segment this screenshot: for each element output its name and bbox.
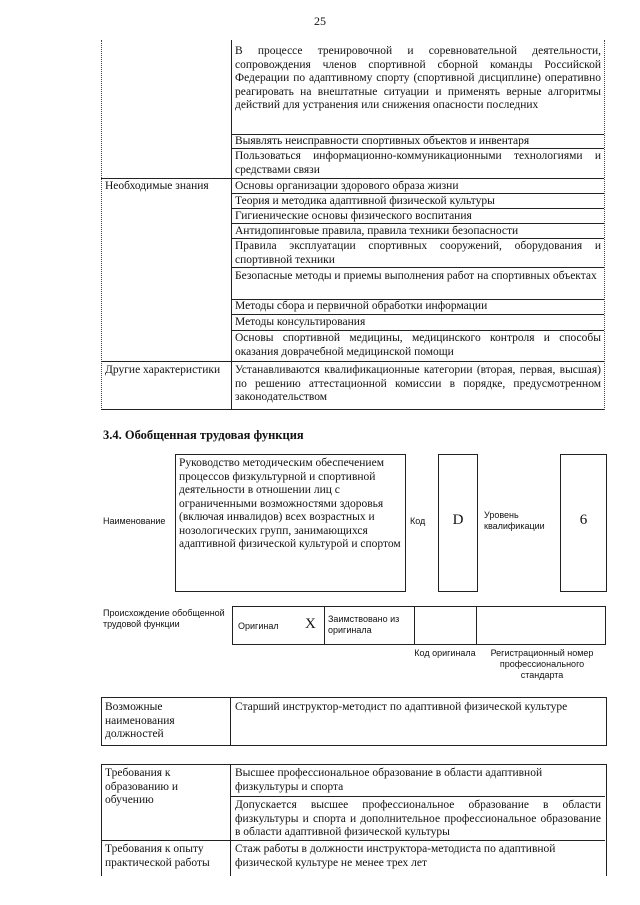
origin-top-border — [232, 606, 606, 607]
positions-label: Возможные наименования должностей — [105, 701, 175, 740]
origin-divider — [476, 606, 477, 644]
code-value: D — [452, 512, 464, 528]
row-divider — [231, 314, 604, 315]
knowledge-item: Основы спортивной медицины, медицинского контроля и способы оказания доврачебной медицинской помощи — [235, 332, 601, 358]
row-divider — [101, 178, 604, 179]
experience-label: Требования к опыту практической работы — [105, 843, 210, 869]
row-divider — [230, 796, 605, 797]
original-label: Оригинал — [238, 621, 279, 631]
other-characteristics-text: Устанавливаются квалификационные категории (вторая, первая, высшая) по решению аттестационной комиссии в порядке, предусмотренном законодательством — [235, 364, 601, 403]
row-divider — [231, 267, 604, 268]
code-label: Код — [410, 516, 426, 526]
table-bottom-border — [101, 409, 604, 410]
education-label: Требования к образованию и обучению — [105, 767, 178, 806]
row-divider — [101, 840, 605, 841]
education-item: Допускается высшее профессиональное образование в области физкультуры и спорта и дополнительное профессиональное образование в области адаптивной физической культуры — [235, 799, 601, 838]
borrowed-label: Заимствовано из оригинала — [328, 614, 400, 635]
knowledge-item: Методы консультирования — [235, 316, 366, 328]
origin-divider — [605, 606, 606, 644]
original-mark: X — [305, 616, 316, 632]
knowledge-item: Методы сбора и первичной обработки информации — [235, 300, 488, 312]
other-characteristics-label: Другие характеристики — [105, 364, 221, 376]
page-number: 25 — [314, 14, 326, 28]
origin-label: Происхождение обобщенной трудовой функции — [103, 608, 225, 629]
section-heading: 3.4. Обобщенная трудовая функция — [103, 428, 304, 442]
experience-value: Стаж работы в должности инструктора-методиста по адаптивной физической культуре не менее трех лет — [235, 843, 556, 869]
skill-item: В процессе тренировочной и соревновательной деятельности, сопровождения членов спортивной сборной команды Российской Федерации по адаптивному спорту (спортивной дисциплине) оперативно реагировать на внештатные ситуации и применять верные алгоритмы действий для устранения или снижения опасности последних — [235, 45, 601, 111]
row-divider — [231, 330, 604, 331]
qualification-level-label: Уровень квалификации — [484, 510, 545, 531]
skill-item: Пользоваться информационно-коммуникационными технологиями и средствами связи — [235, 150, 601, 176]
table-left-border — [101, 40, 102, 410]
knowledge-item: Гигиенические основы физического воспитания — [235, 210, 472, 222]
knowledge-item: Антидопинговые правила, правила техники безопасности — [235, 225, 519, 237]
qualification-level-value: 6 — [579, 512, 588, 528]
knowledge-item: Теория и методика адаптивной физической культуры — [235, 195, 495, 207]
origin-divider — [324, 606, 325, 644]
knowledge-item: Основы организации здорового образа жизни — [235, 180, 459, 192]
origin-bottom-border — [232, 644, 606, 645]
function-name-label: Наименование — [103, 516, 166, 526]
registration-number-caption: Регистрационный номер профессионального стандарта — [490, 648, 594, 680]
function-name-text: Руководство методическим обеспечением процессов физкультурной и спортивной деятельности в отношении лиц с ограниченными возможностями здоровья (включая инвалидов) всех возрастных и нозологических групп, занимающихся адаптивной физической культурой и спортом — [179, 457, 401, 550]
positions-divider — [230, 697, 231, 745]
knowledge-item: Безопасные методы и приемы выполнения работ на спортивных объектах — [235, 270, 597, 282]
requirements-divider — [230, 764, 231, 876]
table-right-border — [604, 40, 605, 410]
original-code-caption: Код оригинала — [414, 648, 476, 658]
origin-divider — [414, 606, 415, 644]
row-divider — [101, 361, 604, 362]
positions-value: Старший инструктор-методист по адаптивной физической культуре — [235, 701, 568, 713]
origin-divider — [232, 606, 233, 644]
table-column-divider — [231, 40, 232, 410]
education-item: Высшее профессиональное образование в области адаптивной физкультуры и спорта — [235, 767, 543, 793]
skill-item: Выявлять неисправности спортивных объектов и инвентаря — [235, 135, 530, 147]
knowledge-item: Правила эксплуатации спортивных сооружений, оборудования и спортивной техники — [235, 240, 601, 266]
knowledge-label: Необходимые знания — [105, 180, 209, 192]
